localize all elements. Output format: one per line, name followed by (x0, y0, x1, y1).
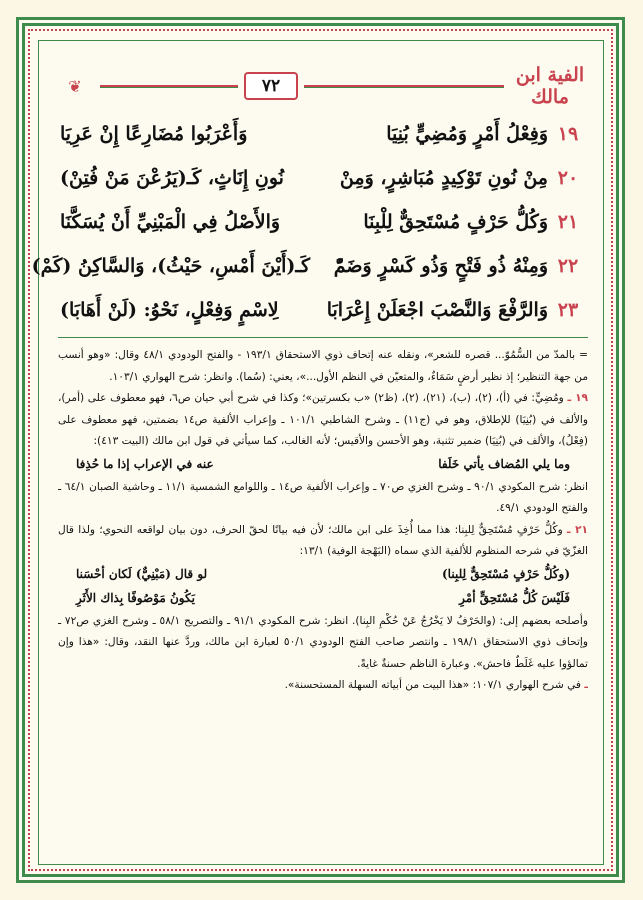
verse-first-hemistich: وَكُلُّ حَرْفٍ مُسْتَحِقٌّ لِلْبِنَا (363, 211, 548, 233)
footnote-label: ٢١ ـ (566, 523, 588, 536)
quoted-verse (58, 563, 588, 587)
footnote-21 (58, 520, 588, 563)
header-rule (304, 85, 504, 88)
footnotes (58, 345, 588, 825)
verse-first-hemistich: وَفِعْلُ أَمْرٍ وَمُضِيٍّ بُنِيَا (386, 123, 548, 145)
quoted-hemistich: وما يلي المُضاف يأتي خَلَفا (438, 456, 570, 471)
verse-second-hemistich: وَالأَصْلُ فِي الْمَبْنِيِّ أَنْ يُسَكَّنَا (60, 211, 281, 233)
verse-number: ٢٣ (557, 299, 579, 321)
quoted-verse (58, 587, 588, 611)
ornament-icon: ❦ (68, 76, 82, 96)
footnote-text: وكُلُّ حَرْفٍ مُسْتَحِقٌّ لِلبِنا: هذا مما أُخِذَ على ابن مالك؛ لأن فيه بيانًا لحقّ الحرف، دون بيان لواقعه النحوي؛ ولذا قال الغزّيّ في شرحه المنظوم للألفية الذي سماه (البَهْجة الوفية) ١٣/١: (58, 523, 588, 557)
verse-number: ١٩ (557, 123, 579, 145)
verse-number: ٢١ (557, 211, 579, 233)
page-number: ٧٢ (244, 72, 298, 100)
header-rule (100, 85, 238, 88)
verse-20 (58, 156, 588, 200)
footnote-label: ١٩ ـ (567, 392, 588, 404)
verse-23 (58, 288, 588, 332)
verse-21 (58, 200, 588, 244)
verse-first-hemistich: مِنْ نُونِ تَوْكِيدٍ مُبَاشِرٍ، وَمِنْ (339, 167, 548, 189)
quoted-hemistich: لو قال (مَبْنِيٌّ) لَكان أحْسَنا (76, 566, 208, 581)
verse-number: ٢٠ (557, 167, 579, 189)
book-title: الفية ابن مالك (515, 64, 585, 108)
verse-second-hemistich: نُونِ إِنَاثٍ، كَـ(يَرُعْنَ مَنْ فُتِنْ) (60, 167, 284, 189)
footnote-continuation: = بالمدّ من السُّمُوّ... قصره للشعر»، ونقله عنه إتحاف ذوي الاستحقاق ١٩٣/١ - والفتح الودودي ٤٨/١ وقال: «وهو أنسب من جهة التنظير؛ إذ نظير أرضٍ سَمَاءٌ، والمتعيّن في النظم الأول...»، يعني: (سُما). وانظر: شرح الهواري ١٠٣/١. (58, 349, 588, 383)
footnote-text: وأصلحه بعضهم إلى: (والحَرْفُ لا يَخْرُجُ عَنْ حُكْمِ البِنا). انظر: شرح المكودي ٩١/١ ـ والتصريح ٥٨/١ ـ وشرح الغزي ص٧٢ ـ وإتحاف ذوي الاستحقاق ١٩٨/١ ـ وانتصر صاحب الفتح الودودي ٥٠/١ لعبارة ابن مالك، وردَّ عنها النقد، وقال: «هذا وإن تمالؤوا عليه غَلَطٌ فاحش». وعبارة الناظم حسنةٌ غايةً. (58, 614, 588, 670)
quoted-hemistich: يَكُونُ مَوْصُوفًا بِذاك الأَثَرِ (76, 590, 195, 605)
footnote-divider (58, 337, 588, 338)
verse-19 (58, 112, 588, 156)
page-header (50, 64, 596, 108)
verse-second-hemistich: لِاسْمٍ وَفِعْلٍ، نَحْوُ: (لَنْ أَهَابَا) (60, 299, 279, 321)
quoted-hemistich: عنه في الإعراب إذا ما حُذِفا (76, 456, 214, 471)
footnote-text: انظر: شرح المكودي ٩٠/١ ـ وشرح الغزي ص٧٠ ـ وإعراب الألفية ص١٤ ـ واللوامع الشمسية ١١/١ ـ وحاشية الصبان ٦٤/١ ـ والفتح الودودي ٤٩/١. (58, 480, 588, 514)
verse-first-hemistich: وَمِنْهُ ذُو فَتْحٍ وَذُو كَسْرٍ وَضَمّْ (333, 255, 548, 277)
verse-second-hemistich: وَأَعْرَبُوا مُضَارِعًا إِنْ عَرِيَا (60, 123, 248, 145)
verse-number: ٢٢ (557, 255, 579, 277)
footnote-text: في شرح الهواري ١٠٧/١: «هذا البيت من أبياته السهلة المستحسنة». (284, 679, 581, 691)
verse-second-hemistich: كَـ(أَيْنَ أَمْسِ، حَيْثُ)، وَالسَّاكِنُ (كَمْ) (31, 255, 310, 277)
quoted-verse (58, 453, 588, 477)
verse-first-hemistich: وَالرَّفْعَ وَالنَّصْبَ اجْعَلَنْ إِعْرَابَا (326, 299, 548, 321)
footnote-text: ـ في شرح الهواري ١٠٧/١: «هذا البيت من أبياته السهلة المستحسنة». (284, 679, 588, 691)
quoted-hemistich: (وكُلُّ حَرْفٍ مُسْتَحِقٌّ لِلبِنا) (442, 566, 570, 581)
poem-verses (31, 112, 588, 332)
footnote-text: ومُضِيٍّ: في (أ)، (٢)، (ب)، (٢١)، (٢)، (ظ٢) «ب بكسرتين»؛ وكذا في شرح أبي حيان ص٦، فهو معطوف على (أمر)، والألف في (بُنِيَا) للإطلاق، وهو في (ج١١) ـ وشرح الشاطبي ١٠١/١ ـ وإعراب الألفية ص١٤ بضمتين، فهو معطوف على (فِعْلُ)، والألف في (بُنِيَا) ضمير تثنية، وهو الأحسن والأقيس؛ لأنه الغالب، كما سيأتي في قول ابن مالك (البيت ٤١٣): (58, 392, 588, 447)
footnote-19 (58, 388, 588, 453)
verse-22 (31, 244, 588, 288)
quoted-hemistich: فَلَيْسَ كُلُّ مُسْتَحِقٍّ أمْرِ (459, 590, 570, 605)
